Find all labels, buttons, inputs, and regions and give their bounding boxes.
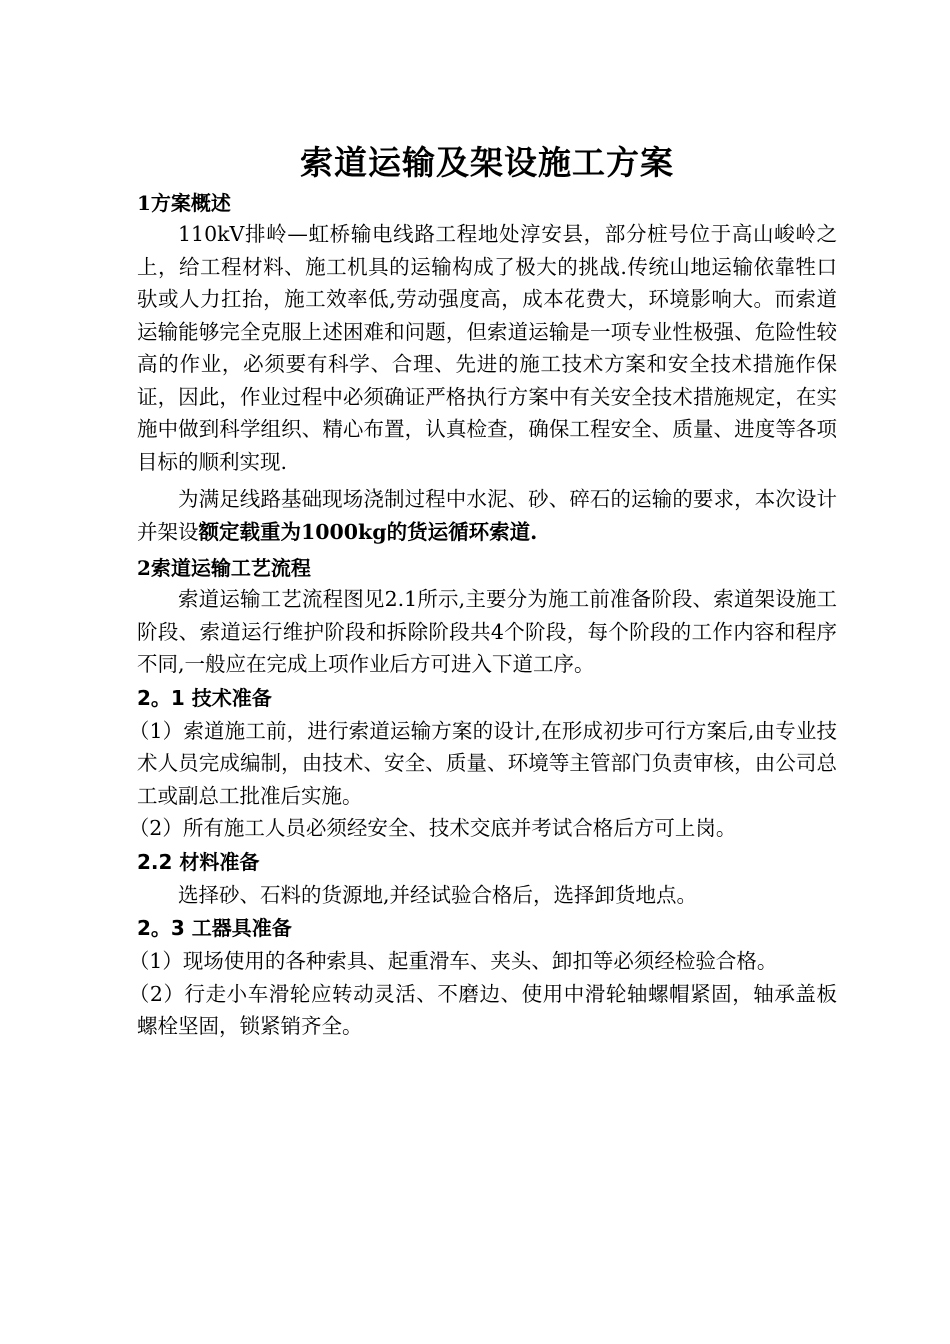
section-2-heading: 2索道运输工艺流程 bbox=[137, 556, 311, 580]
document-body bbox=[128, 138, 837, 1043]
paragraph-text: 为满足线路基础现场浇制过程中水泥、砂、碎石的运输的要求，本次设计并架设 bbox=[137, 487, 837, 544]
section-2-1-heading: 2。1 技术准备 bbox=[137, 685, 272, 710]
rated-load-emphasis: 额定载重为1000kg的货运循环索道. bbox=[198, 519, 538, 544]
section-2-2-heading: 2.2 材料准备 bbox=[137, 849, 260, 874]
section-1-paragraph-1: 110kV排岭—虹桥输电线路工程地处淳安县，部分桩号位于高山峻岭之上，给工程材料、施工机具的运输构成了极大的挑战.传统山地运输依靠牲口驮或人力扛抬，施工效率低,劳动强度高，成本花费大，环境影响大。而索道运输能够完全克服上述困难和问题，但索道运输是一项专业性极强、危险性较高的作业，必须要有科学、合理、先进的施工技术方案和安全技术措施作保证，因此，作业过程中必须确证严格执行方案中有关安全技术措施规定，在实施中做到科学组织、精心布置，认真检查，确保工程安全、质量、进度等各项目标的顺利实现. bbox=[137, 222, 837, 474]
section-2-1-item-2: （2）所有施工人员必须经安全、技术交底并考试合格后方可上岗。 bbox=[128, 816, 737, 840]
section-2-2-paragraph-1: 选择砂、石料的货源地,并经试验合格后，选择卸货地点。 bbox=[178, 882, 698, 907]
section-2-paragraph-1: 索道运输工艺流程图见2.1所示,主要分为施工前准备阶段、索道架设施工阶段、索道运行维护阶段和拆除阶段共4个阶段，每个阶段的工作内容和程序不同,一般应在完成上项作业后方可进入下道工序。 bbox=[137, 587, 837, 676]
section-2-3-heading: 2。3 工器具准备 bbox=[137, 916, 292, 940]
section-2-3-item-2: （2）行走小车滑轮应转动灵活、不磨边、使用中滑轮轴螺帽紧固，轴承盖板螺栓坚固，锁紧销齐全。 bbox=[128, 981, 837, 1038]
section-2-1-item-1: （1）索道施工前，进行索道运输方案的设计,在形成初步可行方案后,由专业技术人员完成编制，由技术、安全、质量、环境等主管部门负责审核，由公司总工或副总工批准后实施。 bbox=[128, 718, 837, 808]
section-2-3-item-1: （1）现场使用的各种索具、起重滑车、夹头、卸扣等必须经检验合格。 bbox=[128, 949, 778, 973]
section-1-heading: 1方案概述 bbox=[137, 191, 231, 215]
document-title: 索道运输及架设施工方案 bbox=[300, 143, 674, 182]
section-1-paragraph-2 bbox=[137, 483, 837, 548]
